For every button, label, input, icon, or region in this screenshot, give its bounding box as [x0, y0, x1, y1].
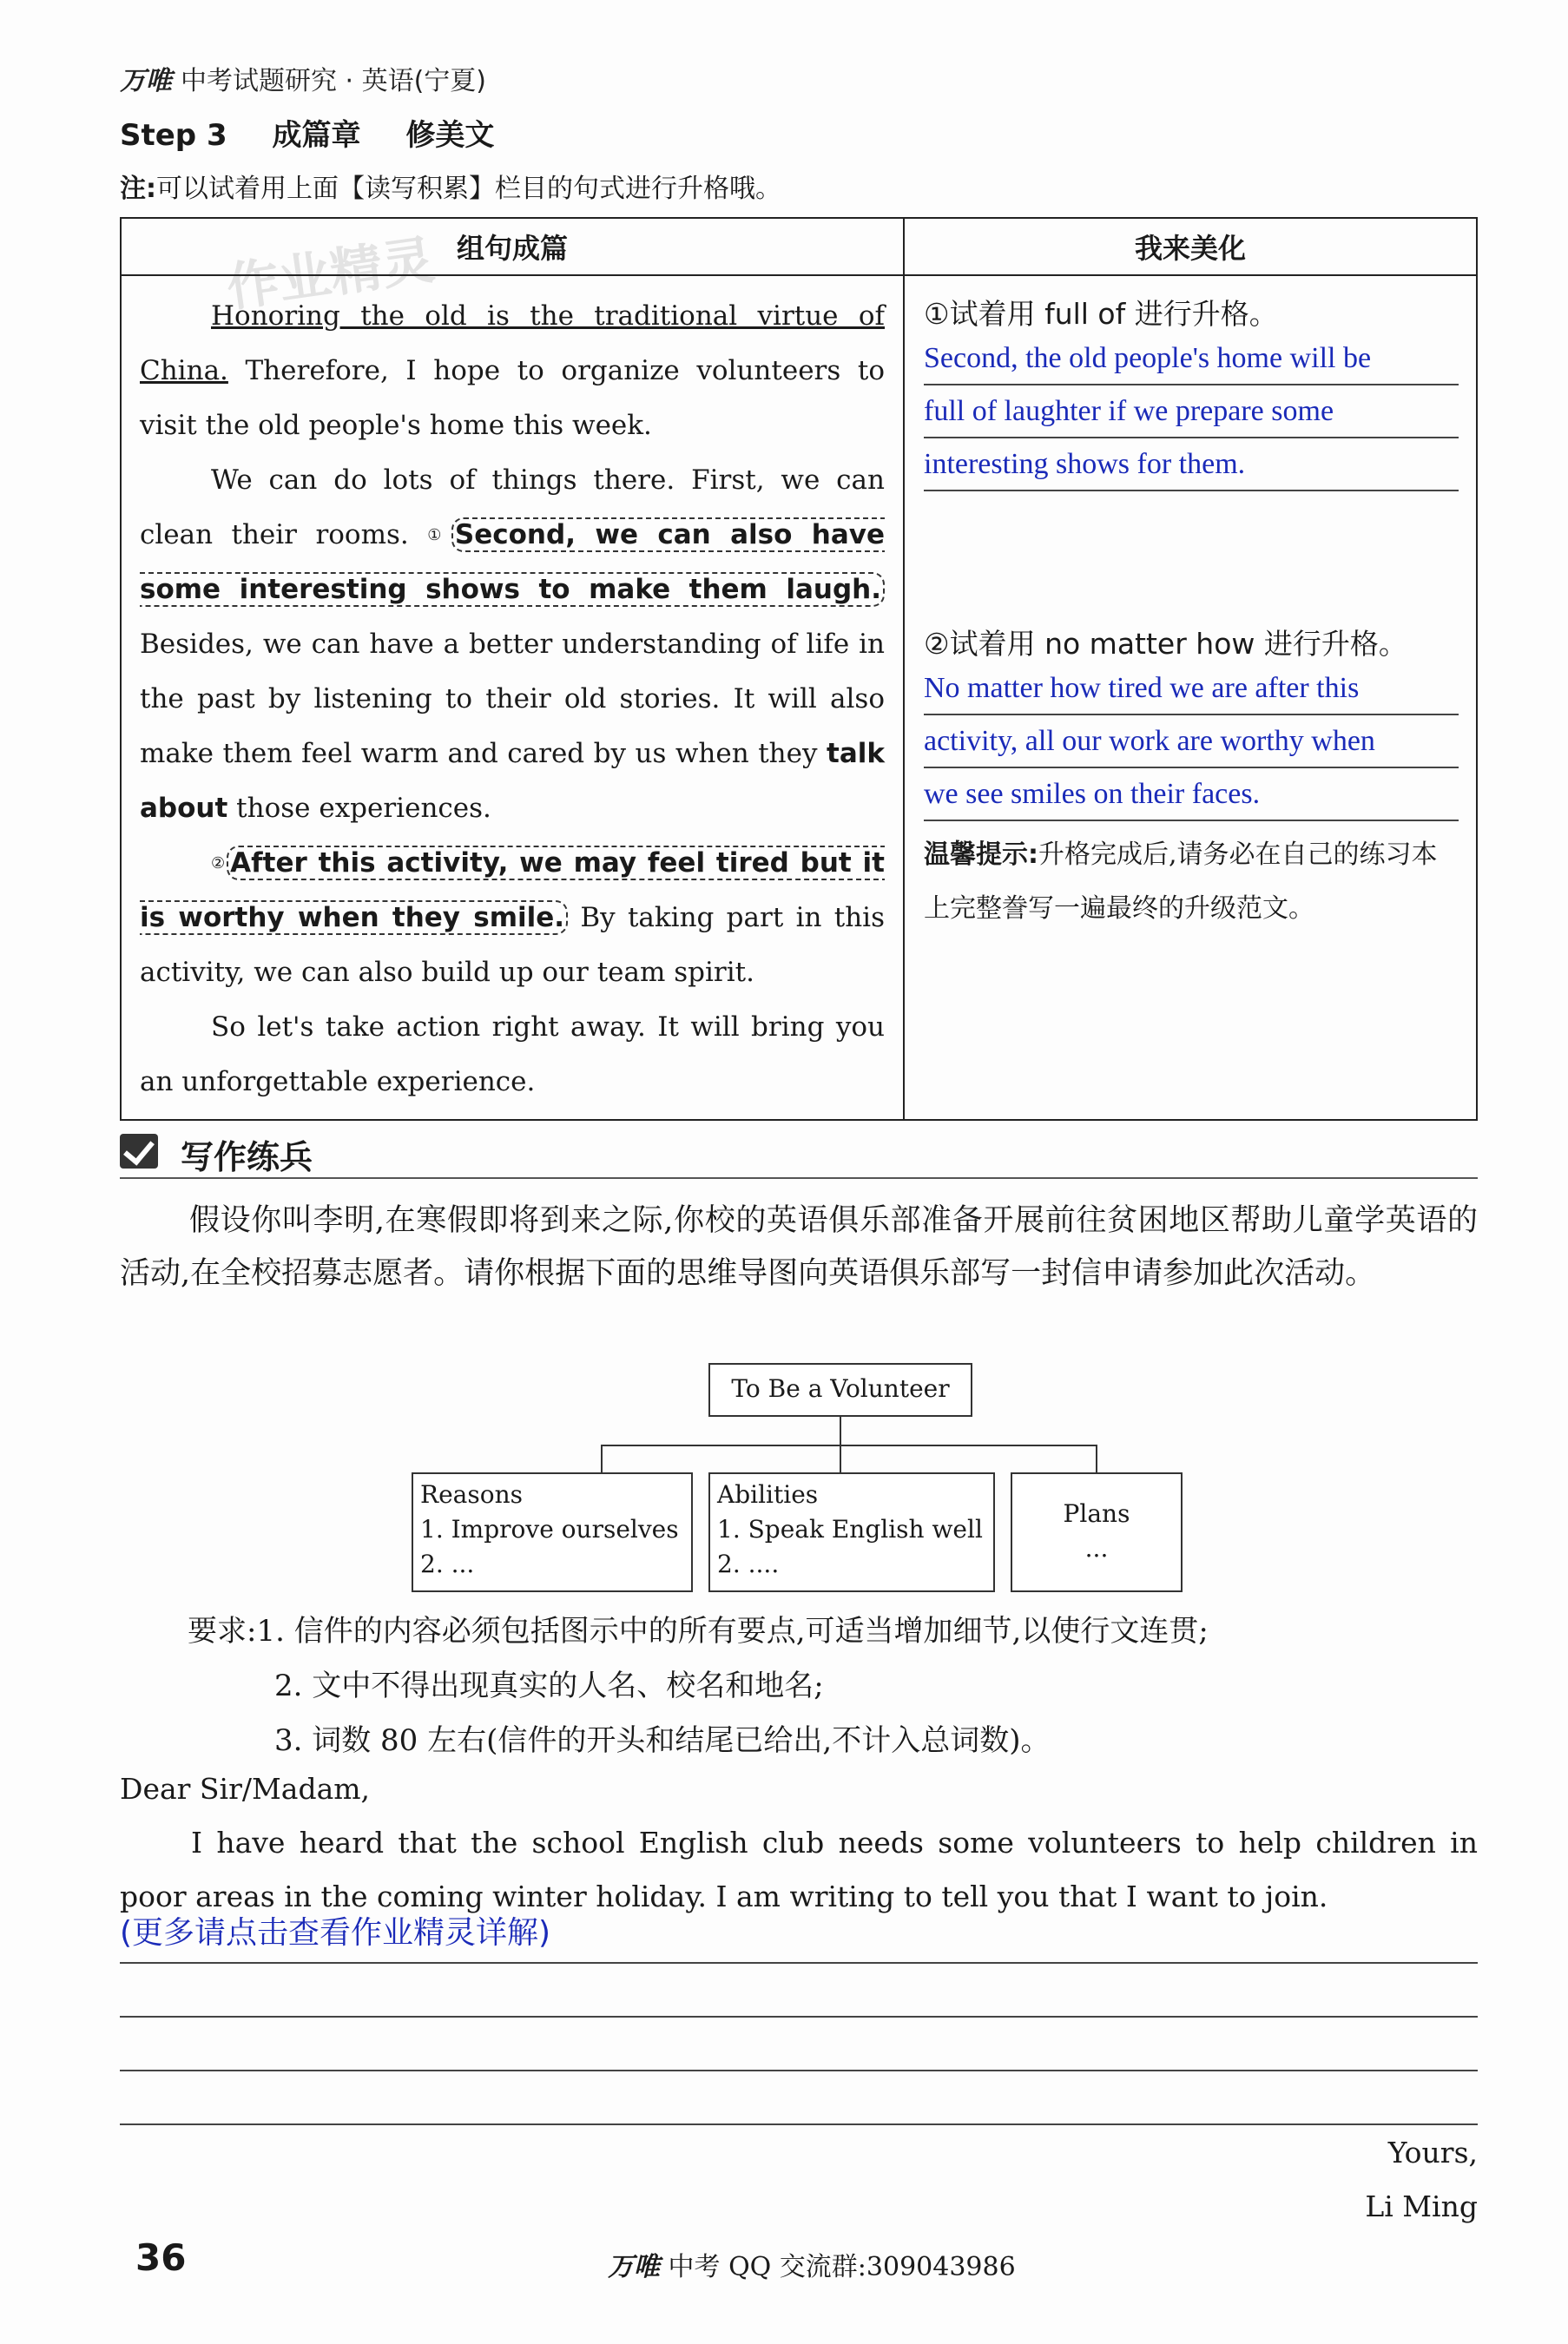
requirement-item: 2. 文中不得出现真实的人名、校名和地名; [274, 1669, 824, 1703]
footer-text: 中考 QQ 交流群:309043986 [668, 2252, 1016, 2282]
footer-brand: 万唯 [608, 2252, 660, 2282]
writing-line [120, 2123, 1478, 2125]
connector [601, 1445, 1097, 1446]
connector [601, 1445, 603, 1472]
letter-greeting: Dear Sir/Madam, [120, 1772, 371, 1806]
answer-1-line: Second, the old people's home will be [924, 333, 1459, 385]
answer-2-line: we see smiles on their faces. [924, 768, 1459, 821]
warm-tip-text: 升格完成后,请务必在自己的练习本上完整誊写一遍最终的升级范文。 [924, 839, 1438, 924]
task-prompt: 假设你叫李明,在寒假即将到来之际,你校的英语俱乐部准备开展前往贫困地区帮助儿童学英语的活动,在全校招募志愿者。请你根据下面的思维导图向英语俱乐部写一封信申请参加此次活动。 [120, 1203, 1478, 1291]
essay-p2-b: Besides, we can have a better understanding of life in the past by listening to their old stories. It will also make them feel warm and cared by us when they [140, 629, 885, 769]
mindmap-branch-plans [1011, 1472, 1183, 1592]
brand-logo: 万唯 [120, 66, 172, 96]
warm-tip [924, 828, 1459, 936]
tip-1: ①试着用 full of 进行升格。 [924, 297, 1278, 331]
marker-1: ① [427, 526, 451, 544]
watermark: 作业精灵 [222, 229, 438, 319]
more-details-link[interactable]: (更多请点击查看作业精灵详解) [120, 1915, 551, 1951]
branch-title: Plans [1063, 1499, 1130, 1528]
col-header-beautify: 我来美化 [904, 218, 1477, 275]
essay-topic-sentence: Honoring the old is the traditional virtue of China. [140, 300, 885, 386]
answer-1 [924, 333, 1476, 491]
writing-line [120, 2016, 1478, 2018]
footer [608, 2245, 1016, 2283]
warm-tip-label: 温馨提示: [924, 839, 1038, 870]
mindmap-branch-abilities [708, 1472, 995, 1592]
essay-cell [121, 275, 904, 1120]
essay-text [122, 277, 902, 1118]
requirements-label: 要求: [188, 1614, 257, 1649]
essay-table [120, 217, 1478, 1121]
branch-title: Reasons [420, 1480, 523, 1509]
col-header-compose: 组句成篇 [121, 218, 904, 275]
branch-title: Abilities [717, 1480, 819, 1509]
checkbox-icon [120, 1134, 158, 1169]
step-label: Step 3 [120, 118, 227, 153]
marker-2: ② [211, 854, 227, 872]
branch-item: 1. Speak English well [717, 1515, 983, 1544]
writing-line [120, 2070, 1478, 2071]
essay-p3-rest: By taking part in this activity, we can also build up our team spirit. [140, 902, 885, 988]
letter-body: I have heard that the school English club needs some volunteers to help children in poor areas in the coming winter holiday. I am writing to tell you that I want to join. [120, 1826, 1478, 1913]
beautify-cell [904, 275, 1477, 1120]
step-title-1: 成篇章 [272, 118, 361, 153]
note-text: 可以试着用上面【读写积累】栏目的句式进行升格哦。 [156, 174, 781, 204]
phrase-talk-about: talk about [140, 738, 885, 824]
tip-2: ②试着用 no matter how 进行升格。 [924, 627, 1407, 661]
branch-item: 2. .... [717, 1550, 780, 1578]
essay-p1-rest: Therefore, I hope to organize volunteers to visit the old people's home this week. [140, 355, 885, 441]
section-header [120, 1129, 1478, 1179]
requirements [188, 1604, 1209, 1768]
step-title-2: 修美文 [405, 118, 495, 153]
answer-1-line: interesting shows for them. [924, 438, 1459, 491]
connector [840, 1445, 841, 1472]
mindmap-branch-reasons [412, 1472, 693, 1592]
answer-2 [924, 662, 1476, 821]
step-heading [120, 111, 529, 154]
branch-item: ... [1084, 1534, 1109, 1563]
letter-signature: Li Ming [1365, 2189, 1478, 2223]
note [120, 167, 781, 205]
header [120, 59, 486, 97]
note-prefix: 注: [120, 174, 156, 204]
essay-p2-a: We can do lots of things there. First, we can clean their rooms. [140, 464, 885, 550]
answer-1-line: full of laughter if we prepare some [924, 385, 1459, 438]
section-title: 写作练兵 [181, 1138, 313, 1176]
letter [120, 1762, 1478, 1924]
answer-2-line: activity, all our work are worthy when [924, 715, 1459, 768]
mindmap-root: To Be a Volunteer [708, 1363, 972, 1417]
answer-2-line: No matter how tired we are after this [924, 662, 1459, 715]
letter-closing: Yours, [1387, 2136, 1478, 2170]
essay-p4: So let's take action right away. It will bring you an unforgettable experience. [140, 1011, 885, 1097]
connector [840, 1417, 841, 1445]
writing-line [120, 1962, 1478, 1964]
connector [1096, 1445, 1097, 1472]
page-number: 36 [135, 2236, 187, 2279]
branch-item: 2. ... [420, 1550, 475, 1578]
upgrade-sentence-1: Second, we can also have some interesting shows to make them laugh. [140, 519, 885, 605]
essay-p2-c: those experiences. [227, 793, 491, 824]
header-title: 中考试题研究 · 英语(宁夏) [181, 66, 487, 96]
branch-item: 1. Improve ourselves [420, 1515, 679, 1544]
requirement-item: 1. 信件的内容必须包括图示中的所有要点,可适当增加细节,以使行文连贯; [256, 1614, 1209, 1649]
requirement-item: 3. 词数 80 左右(信件的开头和结尾已给出,不计入总词数)。 [274, 1723, 1051, 1758]
upgrade-sentence-2: After this activity, we may feel tired but it is worthy when they smile. [140, 847, 885, 933]
